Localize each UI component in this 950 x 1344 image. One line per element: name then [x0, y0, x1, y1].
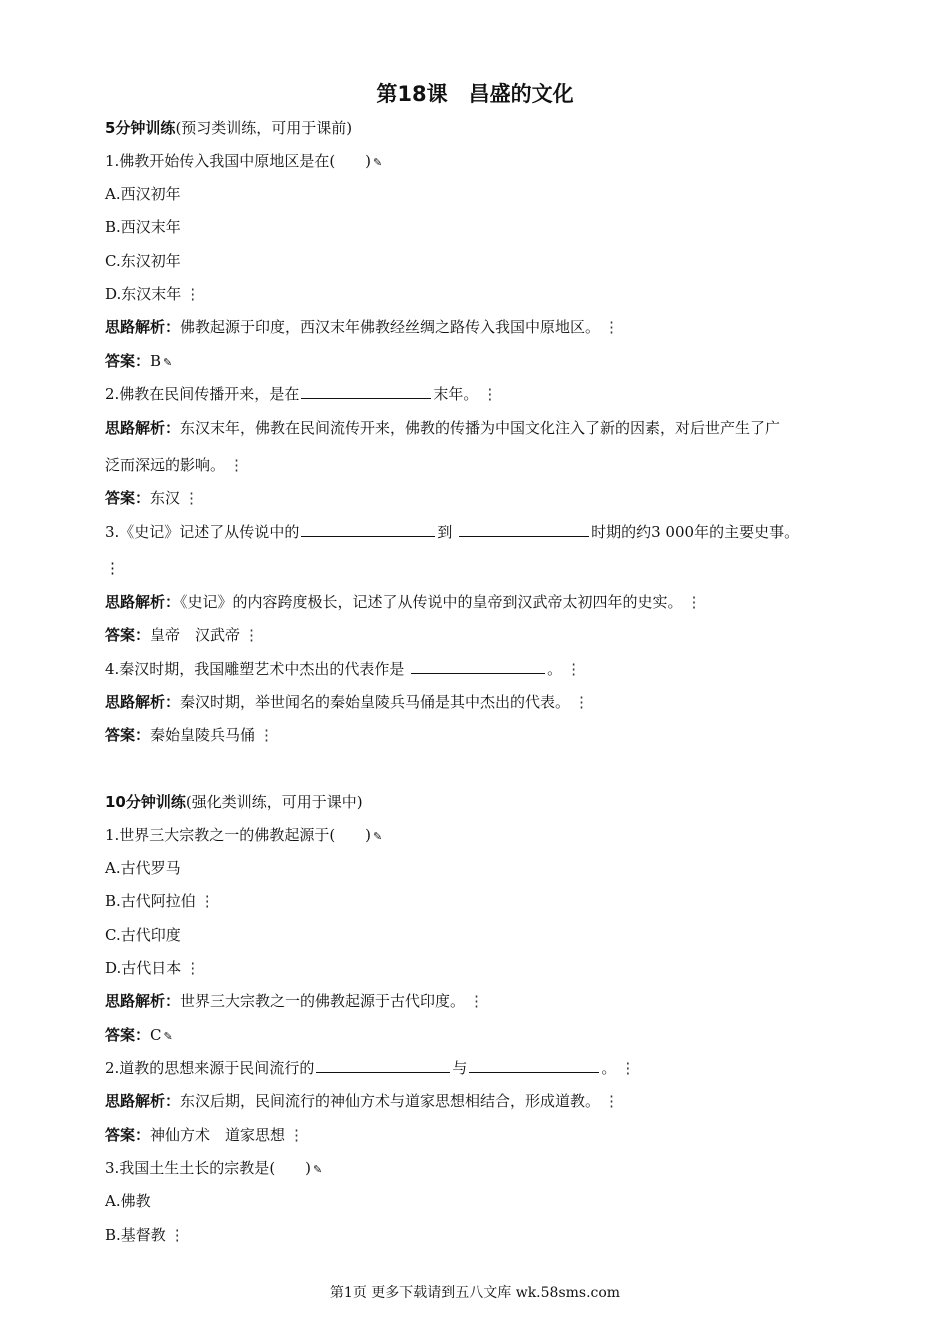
analysis-label: 思路解析：	[105, 1092, 181, 1110]
ellipsis-mark: ⋮	[244, 626, 260, 644]
question-text: 。	[547, 660, 563, 678]
question-text: 1.佛教开始传入我国中原地区是在( )	[105, 152, 372, 170]
ellipsis-mark: ⋮	[185, 285, 201, 303]
question-text: 末年。	[433, 385, 479, 403]
question-text: 3.我国土生土长的宗教是( )	[105, 1159, 312, 1177]
ellipsis-mark: ⋮	[105, 559, 120, 577]
answer-label: 答案：	[105, 1126, 151, 1144]
answer-row	[105, 488, 199, 508]
section-note: (预习类训练，可用于课前)	[175, 119, 353, 137]
section-label: 5分钟训练	[105, 119, 176, 137]
analysis-text: 秦汉时期，举世闻名的秦始皇陵兵马俑是其中杰出的代表。	[180, 693, 571, 711]
ellipsis-mark: ⋮	[604, 318, 620, 336]
analysis-row	[105, 692, 589, 712]
pen-icon: ✎	[373, 156, 383, 169]
analysis-row	[105, 1091, 619, 1111]
answer-blank	[301, 522, 435, 537]
answer-text: 秦始皇陵兵马俑	[150, 726, 256, 744]
analysis-row	[105, 317, 619, 337]
ellipsis-mark: ⋮	[482, 385, 498, 403]
question-text: 3.《史记》记述了从传说中的	[105, 523, 300, 541]
answer-row	[105, 1025, 173, 1047]
section-label: 10分钟训练	[105, 793, 186, 811]
section-note: (强化类训练，可用于课中)	[185, 793, 363, 811]
ellipsis-mark: ⋮	[169, 1226, 185, 1244]
answer-label: 答案：	[105, 489, 151, 507]
option: A.佛教	[105, 1192, 151, 1210]
question-stem	[105, 151, 382, 173]
answer-text: B	[150, 352, 162, 370]
answer-blank	[469, 1058, 599, 1073]
answer-blank	[411, 659, 545, 674]
answer-label: 答案：	[105, 626, 151, 644]
answer-label: 答案：	[105, 726, 151, 744]
analysis-label: 思路解析：	[105, 318, 181, 336]
answer-row	[105, 625, 259, 645]
question-stem	[105, 522, 799, 542]
answer-label: 答案：	[105, 1026, 151, 1044]
ellipsis-mark: ⋮	[184, 489, 200, 507]
question-text: 。	[601, 1059, 617, 1077]
answer-text: C	[150, 1026, 162, 1044]
ellipsis-mark: ⋮	[469, 992, 485, 1010]
answer-blank	[459, 522, 589, 537]
question-stem	[105, 1158, 322, 1180]
option: B.基督教	[105, 1226, 166, 1244]
pen-icon: ✎	[163, 356, 173, 369]
option-row	[105, 958, 200, 978]
ellipsis-mark: ⋮	[199, 892, 215, 910]
analysis-text: 东汉末年，佛教在民间流传开来，佛教的传播为中国文化注入了新的因素，对后世产生了广	[180, 419, 781, 437]
analysis-row	[105, 991, 484, 1011]
ellipsis-mark: ⋮	[574, 693, 590, 711]
question-stem	[105, 384, 497, 404]
answer-row	[105, 725, 274, 745]
section-heading	[105, 118, 352, 138]
question-text: 与	[452, 1059, 468, 1077]
analysis-text: 泛而深远的影响。	[105, 456, 226, 474]
option-row	[105, 1225, 185, 1245]
option: B.古代阿拉伯	[105, 892, 196, 910]
analysis-row	[105, 418, 780, 438]
page-title: 第18课 昌盛的文化	[376, 82, 574, 106]
option: D.东汉末年	[105, 285, 182, 303]
page-footer: 第1页 更多下载请到五八文库 wk.58sms.com	[329, 1285, 621, 1301]
question-stem	[105, 1058, 635, 1078]
pen-icon: ✎	[313, 1163, 323, 1176]
analysis-label: 思路解析：	[105, 419, 181, 437]
analysis-row	[105, 592, 702, 612]
ellipsis-mark: ⋮	[566, 660, 582, 678]
ellipsis-mark: ⋮	[229, 456, 245, 474]
analysis-text: 世界三大宗教之一的佛教起源于古代印度。	[180, 992, 466, 1010]
answer-row	[105, 351, 172, 373]
analysis-text: 佛教起源于印度，西汉末年佛教经丝绸之路传入我国中原地区。	[180, 318, 601, 336]
question-stem	[105, 825, 382, 847]
question-text: 4.秦汉时期，我国雕塑艺术中杰出的代表作是	[105, 660, 405, 678]
analysis-row-cont	[105, 455, 244, 475]
ellipsis-mark: ⋮	[686, 593, 702, 611]
option: A.古代罗马	[105, 859, 181, 877]
answer-label: 答案：	[105, 352, 151, 370]
question-text: 2.佛教在民间传播开来，是在	[105, 385, 300, 403]
question-text: 到	[437, 523, 453, 541]
ellipsis-mark: ⋮	[620, 1059, 636, 1077]
answer-blank	[316, 1058, 450, 1073]
question-text: 1.世界三大宗教之一的佛教起源于( )	[105, 826, 372, 844]
option: A.西汉初年	[105, 185, 181, 203]
question-text: 2.道教的思想来源于民间流行的	[105, 1059, 315, 1077]
pen-icon: ✎	[163, 1030, 173, 1043]
ellipsis-mark: ⋮	[259, 726, 275, 744]
answer-row	[105, 1125, 304, 1145]
option: D.古代日本	[105, 959, 182, 977]
analysis-text: 《史记》的内容跨度极长，记述了从传说中的皇帝到汉武帝太初四年的史实。	[180, 593, 683, 611]
answer-blank	[301, 384, 431, 399]
question-stem	[105, 659, 581, 679]
answer-text: 神仙方术 道家思想	[150, 1126, 286, 1144]
ellipsis-mark: ⋮	[604, 1092, 620, 1110]
option-row	[105, 284, 200, 304]
analysis-label: 思路解析：	[105, 992, 181, 1010]
pen-icon: ✎	[373, 830, 383, 843]
answer-text: 东汉	[150, 489, 181, 507]
analysis-label: 思路解析：	[105, 693, 181, 711]
option: B.西汉末年	[105, 218, 181, 236]
section-heading	[105, 792, 363, 812]
question-text: 时期的约3 000年的主要史事。	[591, 523, 800, 541]
answer-text: 皇帝 汉武帝	[150, 626, 241, 644]
option-row	[105, 891, 215, 911]
option: C.古代印度	[105, 926, 181, 944]
ellipsis-mark: ⋮	[185, 959, 201, 977]
analysis-text: 东汉后期，民间流行的神仙方术与道家思想相结合，形成道教。	[180, 1092, 601, 1110]
option: C.东汉初年	[105, 252, 181, 270]
analysis-label: 思路解析：	[105, 593, 181, 611]
ellipsis-mark: ⋮	[289, 1126, 305, 1144]
